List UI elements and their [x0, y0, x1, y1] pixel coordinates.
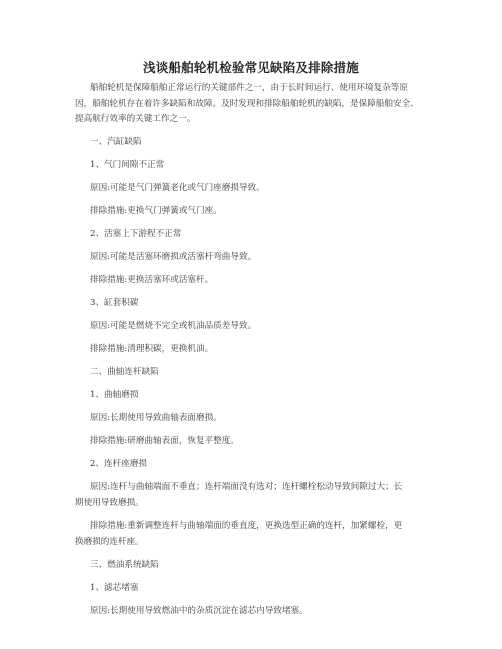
document-title: 浅谈船舶轮机检验常见缺陷及排除措施: [143, 60, 359, 75]
remedy-text: 排除措施:研磨曲轴表面，恢复平整度。: [90, 436, 239, 446]
cause-text: 原因:可能是活塞环磨损或活塞杆弯曲导致。: [90, 252, 257, 262]
subsection-heading: 1、滤芯堵塞: [90, 583, 139, 593]
section-heading: 三、燃油系统缺陷: [90, 560, 159, 570]
subsection-heading: 2、连杆座磨损: [90, 459, 148, 469]
cause-text-continued: 期使用导致磨损。: [75, 498, 144, 508]
subsection-heading: 1、气门间隙不正常: [90, 160, 165, 170]
section-heading: 一、汽缸缺陷: [90, 137, 142, 147]
intro-line: 提高航行效率的关键工作之一。: [75, 114, 196, 124]
remedy-text: 排除措施:更换气门弹簧或气门座。: [90, 206, 222, 216]
cause-text: 原因:可能是燃烧不完全或机油品质差导致。: [90, 321, 257, 331]
cause-text: 原因:长期使用导致燃油中的杂质沉淀在滤芯内导致堵塞。: [90, 606, 308, 616]
cause-text: 原因:连杆与曲轴端面不垂直；连杆端面没有选对；连杆螺栓松动导致间隙过大；长: [90, 482, 403, 492]
remedy-text: 排除措施:重新调整连杆与曲轴端面的垂直度，更换选型正确的连杆，加紧螺栓，更: [90, 521, 403, 531]
remedy-text-continued: 换磨损的连杆座。: [75, 537, 144, 547]
subsection-heading: 1、曲轴磨损: [90, 390, 139, 400]
remedy-text: 排除措施:清理积碳，更换机油。: [90, 344, 214, 354]
intro-line: 船舶轮机是保障船舶正常运行的关键部件之一，由于长时间运行、使用环境复杂等原: [90, 83, 408, 93]
section-heading: 二、曲轴连杆缺陷: [90, 367, 159, 377]
subsection-heading: 2、活塞上下游程不正常: [90, 229, 182, 239]
subsection-heading: 3、缸套积碳: [90, 298, 139, 308]
cause-text: 原因:长期使用导致曲轴表面磨损。: [90, 413, 222, 423]
remedy-text: 排除措施:更换活塞环或活塞杆。: [90, 275, 214, 285]
intro-line: 因，船舶轮机存在着许多缺陷和故障。及时发现和排除船舶轮机的缺陷，是保障船舶安全、: [75, 99, 419, 109]
cause-text: 原因:可能是气门弹簧老化或气门座磨损导致。: [90, 183, 265, 193]
